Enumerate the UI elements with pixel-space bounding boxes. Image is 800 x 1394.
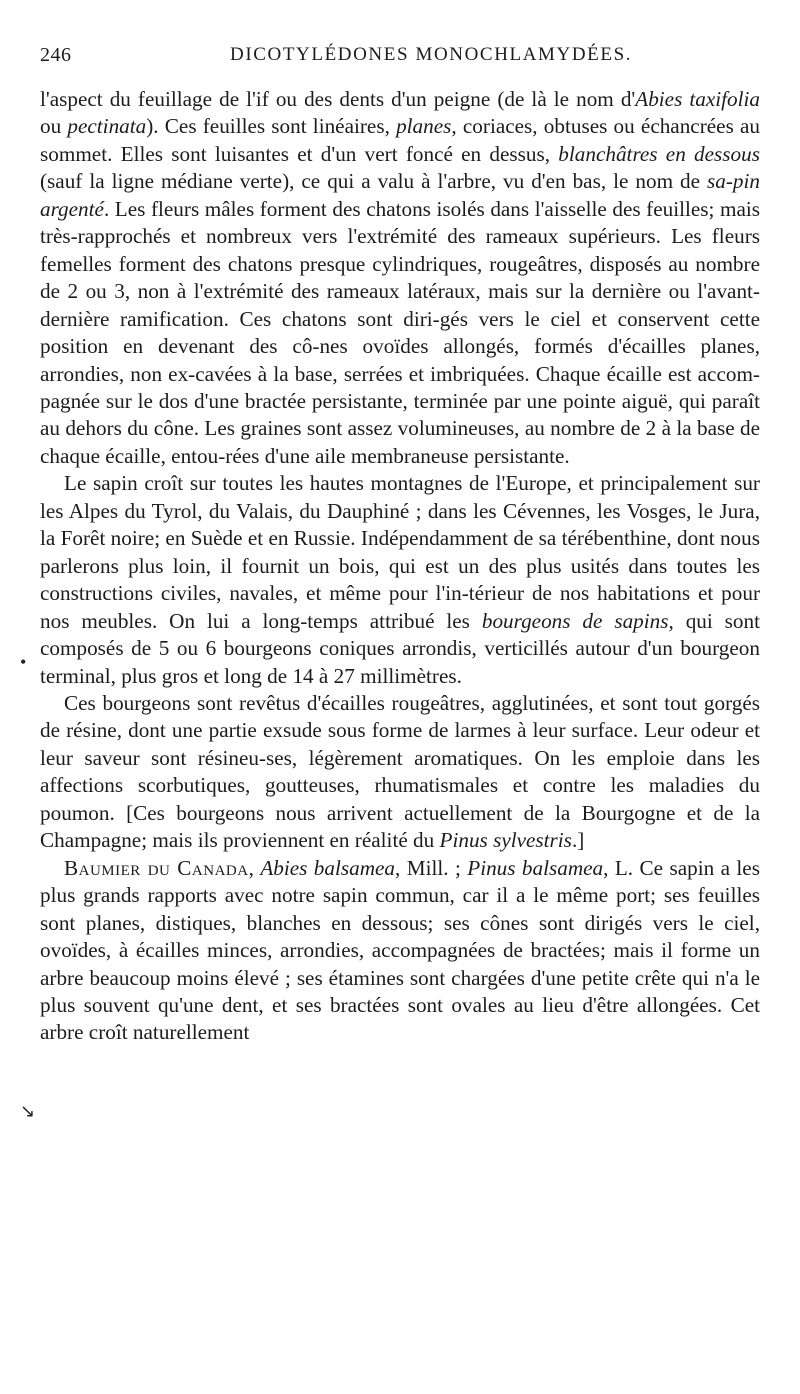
- running-title: DICOTYLÉDONES MONOCHLAMYDÉES.: [230, 44, 633, 65]
- text-run: ,: [248, 855, 261, 880]
- italic-term: bourgeons de sapins: [481, 608, 669, 633]
- text-run: Ces bourgeons sont revêtus d'écailles rougeâtres, agglutinées, et sont tout gorgés de résine, dont une partie exsude sous forme de larmes à leur surface. Leur odeur et leur saveur sont résineu-ses, légèrement aromatiques. On les emploie dans les affections scorbutiques, goutteuses, rhumatismales et contre les maladies du poumon. [Ces bourgeons nous arrivent actuellement de la Bourgogne et de la Champagne; mais ils proviennent en réalité du: [40, 690, 760, 853]
- text-run: .]: [571, 828, 585, 853]
- text-run: , qui sont composés de 5 ou 6 bourgeons coniques arrondis, verticillés autour d'un bourgeon terminal, plus gros et long de 14 à 27 millimètres.: [40, 608, 760, 688]
- text-run: . Les fleurs mâles forment des chatons isolés dans l'aisselle des feuilles; mais très-rapprochés et nombreux vers l'extrémité des rameaux supérieurs. Les fleurs femelles forment des chatons presque cylindriques, rougeâtres, disposés au nombre de 2 ou 3, non à l'extrémité des rameaux latéraux, mais sur la dernière ou l'avant-dernière ramification. Ces chatons sont diri-gés vers le ciel et conservent cette position en devenant des cô-nes ovoïdes allongés, formés d'écailles planes, arrondies, non ex-cavées à la base, serrées et imbriquées. Chaque écaille est accom-pagnée sur le dos d'une bractée persistante, terminée par une pointe aiguë, qui paraît au dehors du cône. Les graines sont assez volumineuses, au nombre de 2 à la base de chaque écaille, entou-rées d'une aile membraneuse persistante.: [40, 196, 760, 468]
- text-run: ). Ces feuilles sont linéaires,: [146, 114, 397, 139]
- italic-term: Abies taxifolia: [635, 87, 760, 111]
- paragraph-leaves-description: [40, 86, 760, 470]
- small-caps-term: Baumier du Canada: [64, 855, 249, 880]
- text-run: Le sapin croît sur toutes les hautes montagnes de l'Europe, et principalement sur les Alpes du Tyrol, du Valais, du Dauphiné ; dans les Cévennes, les Vosges, le Jura, la Forêt noire; en Suède et en Russie. Indépendamment de sa térébenthine, dont nous parlerons plus loin, il fournit un bois, qui est un des plus usités dans toutes les constructions civiles, navales, et même pour l'in-térieur de nos habitations et pour nos meubles. On lui a long-temps attribué les: [40, 471, 760, 633]
- paragraph-bourgeons: [40, 690, 760, 855]
- text-run: (sauf la ligne médiane verte), ce qui a valu à l'arbre, vu d'en bas, le nom de: [40, 169, 708, 194]
- margin-check-mark: ↘: [20, 1101, 36, 1121]
- text-run: l'aspect du feuillage de l'if ou des dents d'un peigne (de là le nom d': [40, 87, 636, 111]
- margin-bullet-mark: •: [20, 652, 27, 672]
- italic-term: Pinus balsamea: [467, 855, 604, 880]
- italic-term: sa-pin argenté: [40, 169, 760, 221]
- text-run: , L. Ce sapin a les plus grands rapports avec notre sapin commun, car il a le même port; ses feuilles sont planes, distiques, blanches en dessous; ses cônes sont dirigés vers le ciel, ovoïdes, à écailles minces, arrondies, accompagnées de bractées; mais il forme un arbre beaucoup moins élevé ; ses étamines sont chargées d'une petite crête qui n'a le plus souvent qu'une dent, et ses bractées sont ovales au lieu d'être allongées. Cet arbre croît naturellement: [40, 855, 760, 1045]
- text-run: , Mill. ;: [395, 855, 468, 880]
- paragraph-baumier-du-canada: [40, 855, 760, 1047]
- text-run: ou: [40, 114, 68, 139]
- text-run: , coriaces, obtuses ou échancrées au sommet. Elles sont luisantes et d'un vert foncé en dessus,: [40, 114, 761, 166]
- body-text: [40, 86, 760, 1047]
- paragraph-habitat-and-uses: [40, 470, 760, 690]
- italic-term: blanchâtres en dessous: [558, 141, 760, 166]
- page-number: 246: [40, 44, 72, 66]
- italic-term: planes: [396, 114, 452, 139]
- running-header: [40, 44, 770, 74]
- italic-term: pectinata: [67, 114, 147, 139]
- italic-term: Pinus sylvestris: [439, 828, 572, 853]
- italic-term: Abies balsamea: [260, 855, 396, 880]
